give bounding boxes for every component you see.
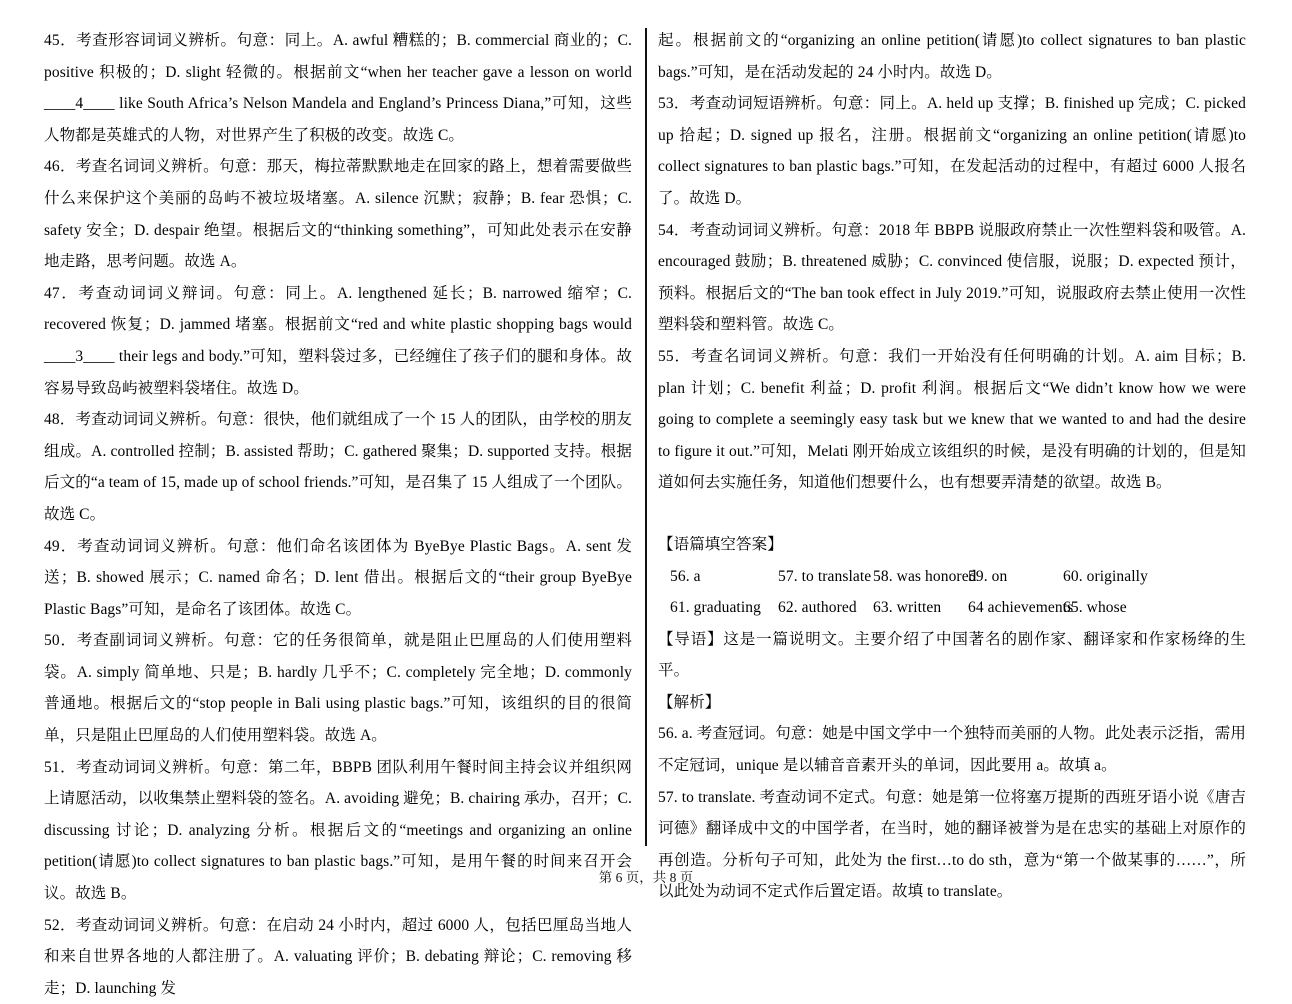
analysis-item-48: 48．考查动词词义辨析。句意：很快，他们就组成了一个 15 人的团队，由学校的朋友组成。A. controlled 控制；B. assisted 帮助；C. gathered 聚集；D. supported 支持。根据后文的“a team of 15, made up of school friends.”可知，是召集了 15 人组成了一个团队。故选 C。 (44, 411, 632, 523)
answer-60: 60. originally (1063, 567, 1148, 585)
answer-56: 56. a (670, 567, 701, 585)
answer-59: 59. on (968, 567, 1008, 585)
page-number: 第 6 页，共 8 页 (598, 870, 694, 885)
analysis-item-50: 50．考查副词词义辨析。句意：它的任务很简单，就是阻止巴厘岛的人们使用塑料袋。A. simply 简单地、只是；B. hardly 几乎不；C. completely 完全地；D. commonly 普通地。根据后文的“stop people in Bali using plastic bags.”可知，该组织的目的很简单，只是阻止巴厘岛的人们使用塑料袋。故选 A。 (44, 632, 632, 745)
analysis-item-54: 54．考查动词词义辨析。句意：2018 年 BBPB 说服政府禁止一次性塑料袋和吸管。A. encouraged 鼓励；B. threatened 威胁；C. convinced 使信服，说服；D. expected 预计，预料。根据后文的“The ban took effect in July 2019.”可知，说服政府去禁止使用一次性塑料袋和塑料管。故选 C。 (658, 221, 1246, 334)
answer-65: 65. whose (1063, 599, 1127, 617)
answers-row-1 (658, 561, 1246, 593)
intro-line (658, 624, 1246, 687)
analysis-item-52: 52．考查动词词义辨析。句意：在启动 24 小时内，超过 6000 人，包括巴厘岛当地人和来自世界各地的人都注册了。A. valuating 评价；B. debating 辩论；C. removing 移走；D. launching 发 (44, 916, 632, 997)
cloze-analysis-item-57: 57. to translate. 考查动词不定式。句意：她是第一位将塞万提斯的西班牙语小说《唐吉诃德》翻译成中文的中国学者，在当时，她的翻译被誉为是在忠实的基础上对原作的再创造。分析句子可知，此处为 the first…to do sth，意为“第一个做某事的……”，所以此处为动词不定式作后置定语。故填 to translate。 (658, 788, 1246, 901)
analysis-item-51: 51．考查动词词义辨析。句意：第二年，BBPB 团队利用午餐时间主持会议并组织网上请愿活动，以收集禁止塑料袋的签名。A. avoiding 避免；B. chairing 承办，召开；C. discussing 讨论；D. analyzing 分析。根据后文的“meetings and organizing an online petition(请愿)to collect signatures to ban plastic bags.”可知，是用午餐的时间来召开会议。故选 B。 (44, 758, 632, 903)
answer-64: 64 achievements (968, 599, 1074, 617)
analysis-section-label: 【解析】 (658, 693, 721, 711)
right-column (658, 25, 1246, 908)
analysis-item-47: 47．考查动词词义辩词。句意：同上。A. lengthened 延长；B. narrowed 缩窄；C. recovered 恢复；D. jammed 堵塞。根据前文“red and white plastic shopping bags would ____3____ their legs and body.”可知，塑料袋过多，已经缠住了孩子们的腿和身体。故容易导致岛屿被塑料袋堵住。故选 D。 (44, 284, 632, 397)
intro-label: 【导语】 (658, 630, 724, 648)
answer-57: 57. to translate (778, 567, 872, 585)
cloze-answers-heading: 【语篇填空答案】 (658, 535, 783, 553)
analysis-item-45: 45．考查形容词词义辨析。句意：同上。A. awful 糟糕的；B. commercial 商业的；C. positive 积极的；D. slight 轻微的。根据前文“when her teacher gave a lesson on world ____4____ like South Africa’s Nelson Mandela and England’s Princess Diana,”可知，这些人物都是英雄式的人物，对世界产生了积极的改变。故选 C。 (44, 32, 632, 144)
intro-text: 这是一篇说明文。主要介绍了中国著名的剧作家、翻译家和作家杨绛的生平。 (658, 630, 1246, 680)
analysis-item-52-continued: 起。根据前文的“organizing an online petition(请愿)to collect signatures to ban plastic bags.”可知，是在活动发起的 24 小时内。故选 D。 (658, 32, 1246, 81)
analysis-item-55: 55．考查名词词义辨析。句意：我们一开始没有任何明确的计划。A. aim 目标；B. plan 计划；C. benefit 利益；D. profit 利润。根据后文“We didn’t know how we were going to complete a seemingly easy task but we knew that we wanted to and had the desire to figure it out.”可知，Melati 刚开始成立该组织的时候，是没有明确的计划的，但是知道如何去实施任务，知道他们想要什么，也有想要弄清楚的欲望。故选 B。 (658, 347, 1246, 492)
analysis-item-49: 49．考查动词词义辨析。句意：他们命名该团体为 ByeBye Plastic Bags。A. sent 发送；B. showed 展示；C. named 命名；D. lent 借出。根据后文的“their group ByeBye Plastic Bags”可知，是命名了该团体。故选 C。 (44, 537, 632, 618)
column-divider (645, 28, 647, 846)
answer-62: 62. authored (778, 599, 857, 617)
answer-63: 63. written (873, 599, 942, 617)
analysis-item-46: 46．考查名词词义辨析。句意：那天，梅拉蒂默默地走在回家的路上，想着需要做些什么来保护这个美丽的岛屿不被垃圾堵塞。A. silence 沉默；寂静；B. fear 恐惧；C. safety 安全；D. despair 绝望。根据后文的“thinking something”，可知此处表示在安静地走路，思考问题。故选 A。 (44, 158, 632, 271)
cloze-analysis-item-56: 56. a. 考查冠词。句意：她是中国文学中一个独特而美丽的人物。此处表示泛指，需用不定冠词，unique 是以辅音音素开头的单词，因此要用 a。故填 a。 (658, 725, 1246, 775)
analysis-item-53: 53．考查动词短语辨析。句意：同上。A. held up 支撑；B. finished up 完成；C. picked up 拾起；D. signed up 报名，注册。根据前文“organizing an online petition(请愿)to collect signatures to ban plastic bags.”可知，在发起活动的过程中，有超过 6000 人报名了。故选 D。 (658, 95, 1246, 207)
answer-61: 61. graduating (670, 599, 761, 617)
answer-58: 58. was honored (873, 567, 977, 585)
left-column (44, 25, 632, 1004)
answers-row-2 (658, 592, 1246, 624)
